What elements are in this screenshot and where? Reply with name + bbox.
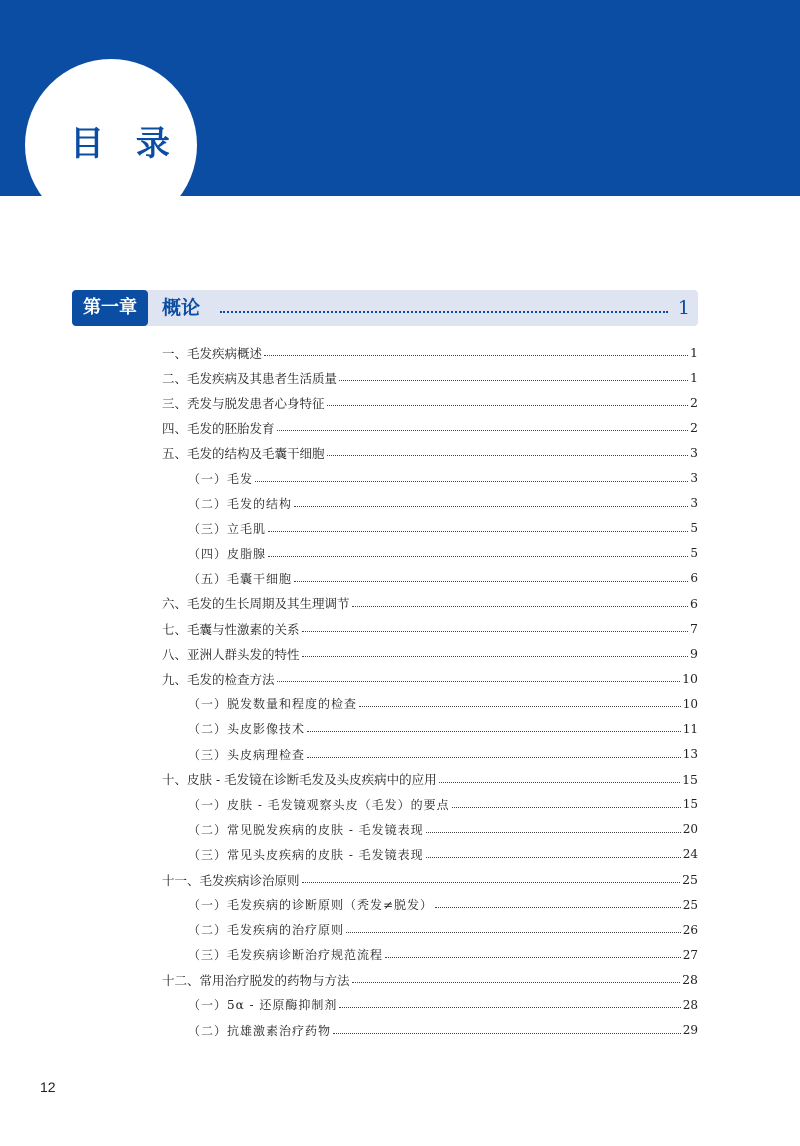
- toc-entry[interactable]: [162, 390, 698, 415]
- toc-entry[interactable]: [162, 591, 698, 616]
- toc-leader-dots: [385, 957, 681, 958]
- toc-entry[interactable]: [162, 892, 698, 917]
- toc-entry-page: 24: [682, 847, 698, 862]
- toc-entry-title: （二）抗雄激素治疗药物: [188, 1023, 332, 1038]
- toc-leader-dots: [439, 782, 680, 783]
- chapter-leader-dots: [220, 311, 668, 313]
- toc-entry[interactable]: [162, 792, 698, 817]
- toc-leader-dots: [302, 631, 689, 632]
- toc-leader-dots: [277, 430, 689, 431]
- toc-leader-dots: [333, 1033, 681, 1034]
- toc-entry[interactable]: [162, 1018, 698, 1043]
- toc-entry-page: 20: [682, 822, 698, 837]
- toc-entry-title: 七、毛囊与性激素的关系: [162, 621, 300, 637]
- chapter-title: 概论: [162, 297, 201, 319]
- toc-entry[interactable]: [162, 666, 698, 691]
- toc-entry[interactable]: [162, 641, 698, 666]
- toc-leader-dots: [346, 932, 681, 933]
- toc-entry[interactable]: [162, 541, 698, 566]
- toc-entry-title: 九、毛发的检查方法: [162, 671, 275, 687]
- toc-entry-title: 六、毛发的生长周期及其生理调节: [162, 596, 350, 612]
- toc-entry[interactable]: [162, 716, 698, 741]
- toc-entry-title: （二）毛发的结构: [188, 496, 293, 511]
- toc-entry-page: 5: [690, 521, 698, 536]
- toc-leader-dots: [359, 706, 681, 707]
- toc-entry[interactable]: [162, 691, 698, 716]
- toc-entry-title: （一）毛发: [188, 471, 254, 486]
- toc-leader-dots: [307, 731, 681, 732]
- toc-entry-title: （二）头皮影像技术: [188, 722, 306, 737]
- toc-entry-title: 一、毛发疾病概述: [162, 345, 263, 361]
- toc-entry-page: 28: [682, 972, 698, 988]
- toc-entry[interactable]: [162, 566, 698, 591]
- toc-entry[interactable]: [162, 942, 698, 967]
- page-number: 12: [40, 1079, 56, 1095]
- toc-entry-page: 7: [690, 621, 698, 637]
- toc-entry-title: 八、亚洲人群头发的特性: [162, 646, 300, 662]
- toc-entry[interactable]: [162, 440, 698, 465]
- toc-leader-dots: [426, 857, 681, 858]
- toc-leader-dots: [426, 832, 681, 833]
- toc-leader-dots: [277, 681, 681, 682]
- toc-leader-dots: [264, 355, 688, 356]
- toc-entry-title: （三）毛发疾病诊断治疗规范流程: [188, 948, 384, 963]
- toc-entry-title: 四、毛发的胚胎发育: [162, 420, 275, 436]
- toc-entry-page: 6: [690, 571, 698, 586]
- toc-entry-page: 2: [690, 395, 698, 411]
- table-of-contents: [162, 340, 698, 1043]
- toc-entry[interactable]: [162, 867, 698, 892]
- toc-leader-dots: [302, 656, 689, 657]
- toc-entry-page: 1: [690, 345, 698, 361]
- toc-entry-page: 3: [690, 445, 698, 461]
- toc-entry-page: 25: [682, 897, 698, 912]
- toc-leader-dots: [352, 606, 689, 607]
- toc-entry-title: 三、秃发与脱发患者心身特征: [162, 395, 325, 411]
- toc-entry-title: （二）毛发疾病的治疗原则: [188, 923, 345, 938]
- toc-entry[interactable]: [162, 992, 698, 1017]
- toc-leader-dots: [294, 581, 688, 582]
- toc-entry-page: 13: [682, 747, 698, 762]
- toc-leader-dots: [268, 531, 688, 532]
- toc-leader-dots: [255, 481, 688, 482]
- toc-entry[interactable]: [162, 967, 698, 992]
- toc-entry-title: （一）毛发疾病的诊断原则（秃发≠脱发）: [188, 898, 434, 913]
- toc-entry[interactable]: [162, 742, 698, 767]
- toc-entry-title: 二、毛发疾病及其患者生活质量: [162, 370, 338, 386]
- toc-leader-dots: [268, 556, 688, 557]
- toc-entry[interactable]: [162, 817, 698, 842]
- toc-entry-page: 15: [682, 797, 698, 812]
- toc-entry-page: 26: [682, 922, 698, 937]
- toc-leader-dots: [339, 380, 688, 381]
- toc-entry-page: 15: [682, 771, 698, 787]
- toc-entry-page: 3: [690, 471, 698, 486]
- toc-leader-dots: [327, 455, 689, 456]
- toc-entry-page: 25: [682, 872, 698, 888]
- toc-entry[interactable]: [162, 415, 698, 440]
- toc-entry-title: （三）常见头皮疾病的皮肤 - 毛发镜表现: [188, 847, 424, 862]
- toc-entry-page: 6: [690, 595, 698, 611]
- toc-entry-page: 27: [682, 947, 698, 962]
- toc-leader-dots: [327, 405, 689, 406]
- chapter-heading[interactable]: [72, 290, 698, 326]
- toc-entry-title: （三）头皮病理检查: [188, 747, 306, 762]
- toc-entry[interactable]: [162, 365, 698, 390]
- toc-entry-page: 10: [682, 696, 698, 711]
- toc-entry-title: （五）毛囊干细胞: [188, 571, 293, 586]
- toc-entry[interactable]: [162, 842, 698, 867]
- toc-entry[interactable]: [162, 340, 698, 365]
- toc-leader-dots: [339, 1007, 680, 1008]
- toc-entry-title: 十、皮肤 - 毛发镜在诊断毛发及头皮疾病中的应用: [162, 772, 437, 788]
- toc-entry-title: （三）立毛肌: [188, 521, 267, 536]
- toc-entry-title: 十二、常用治疗脱发的药物与方法: [162, 972, 350, 988]
- toc-leader-dots: [352, 982, 681, 983]
- toc-entry-title: （四）皮脂腺: [188, 546, 267, 561]
- toc-leader-dots: [452, 807, 681, 808]
- toc-entry-page: 2: [690, 420, 698, 436]
- toc-entry[interactable]: [162, 516, 698, 541]
- toc-entry-page: 5: [690, 546, 698, 561]
- chapter-label: 第一章: [72, 290, 148, 326]
- toc-leader-dots: [307, 757, 681, 758]
- toc-entry-page: 28: [682, 997, 698, 1012]
- toc-entry-page: 29: [682, 1023, 698, 1038]
- toc-entry[interactable]: [162, 917, 698, 942]
- toc-entry-page: 1: [690, 370, 698, 386]
- toc-entry-title: 十一、毛发疾病诊治原则: [162, 872, 300, 888]
- toc-entry-title: （一）皮肤 - 毛发镜观察头皮（毛发）的要点: [188, 797, 450, 812]
- toc-entry-title: （一）5α - 还原酶抑制剂: [188, 998, 338, 1013]
- toc-entry[interactable]: [162, 491, 698, 516]
- toc-entry[interactable]: [162, 767, 698, 792]
- toc-entry-page: 11: [682, 721, 698, 736]
- toc-entry-title: 五、毛发的结构及毛囊干细胞: [162, 445, 325, 461]
- toc-entry-page: 9: [690, 646, 698, 662]
- page-title: 目 录: [70, 124, 180, 164]
- toc-leader-dots: [435, 907, 681, 908]
- toc-entry-title: （一）脱发数量和程度的检查: [188, 697, 358, 712]
- toc-entry[interactable]: [162, 465, 698, 490]
- toc-leader-dots: [294, 506, 688, 507]
- chapter-page-number: 1: [677, 297, 690, 319]
- toc-leader-dots: [302, 882, 681, 883]
- toc-entry-page: 3: [690, 496, 698, 511]
- toc-entry[interactable]: [162, 616, 698, 641]
- toc-entry-page: 10: [682, 671, 698, 687]
- toc-entry-title: （二）常见脱发疾病的皮肤 - 毛发镜表现: [188, 822, 424, 837]
